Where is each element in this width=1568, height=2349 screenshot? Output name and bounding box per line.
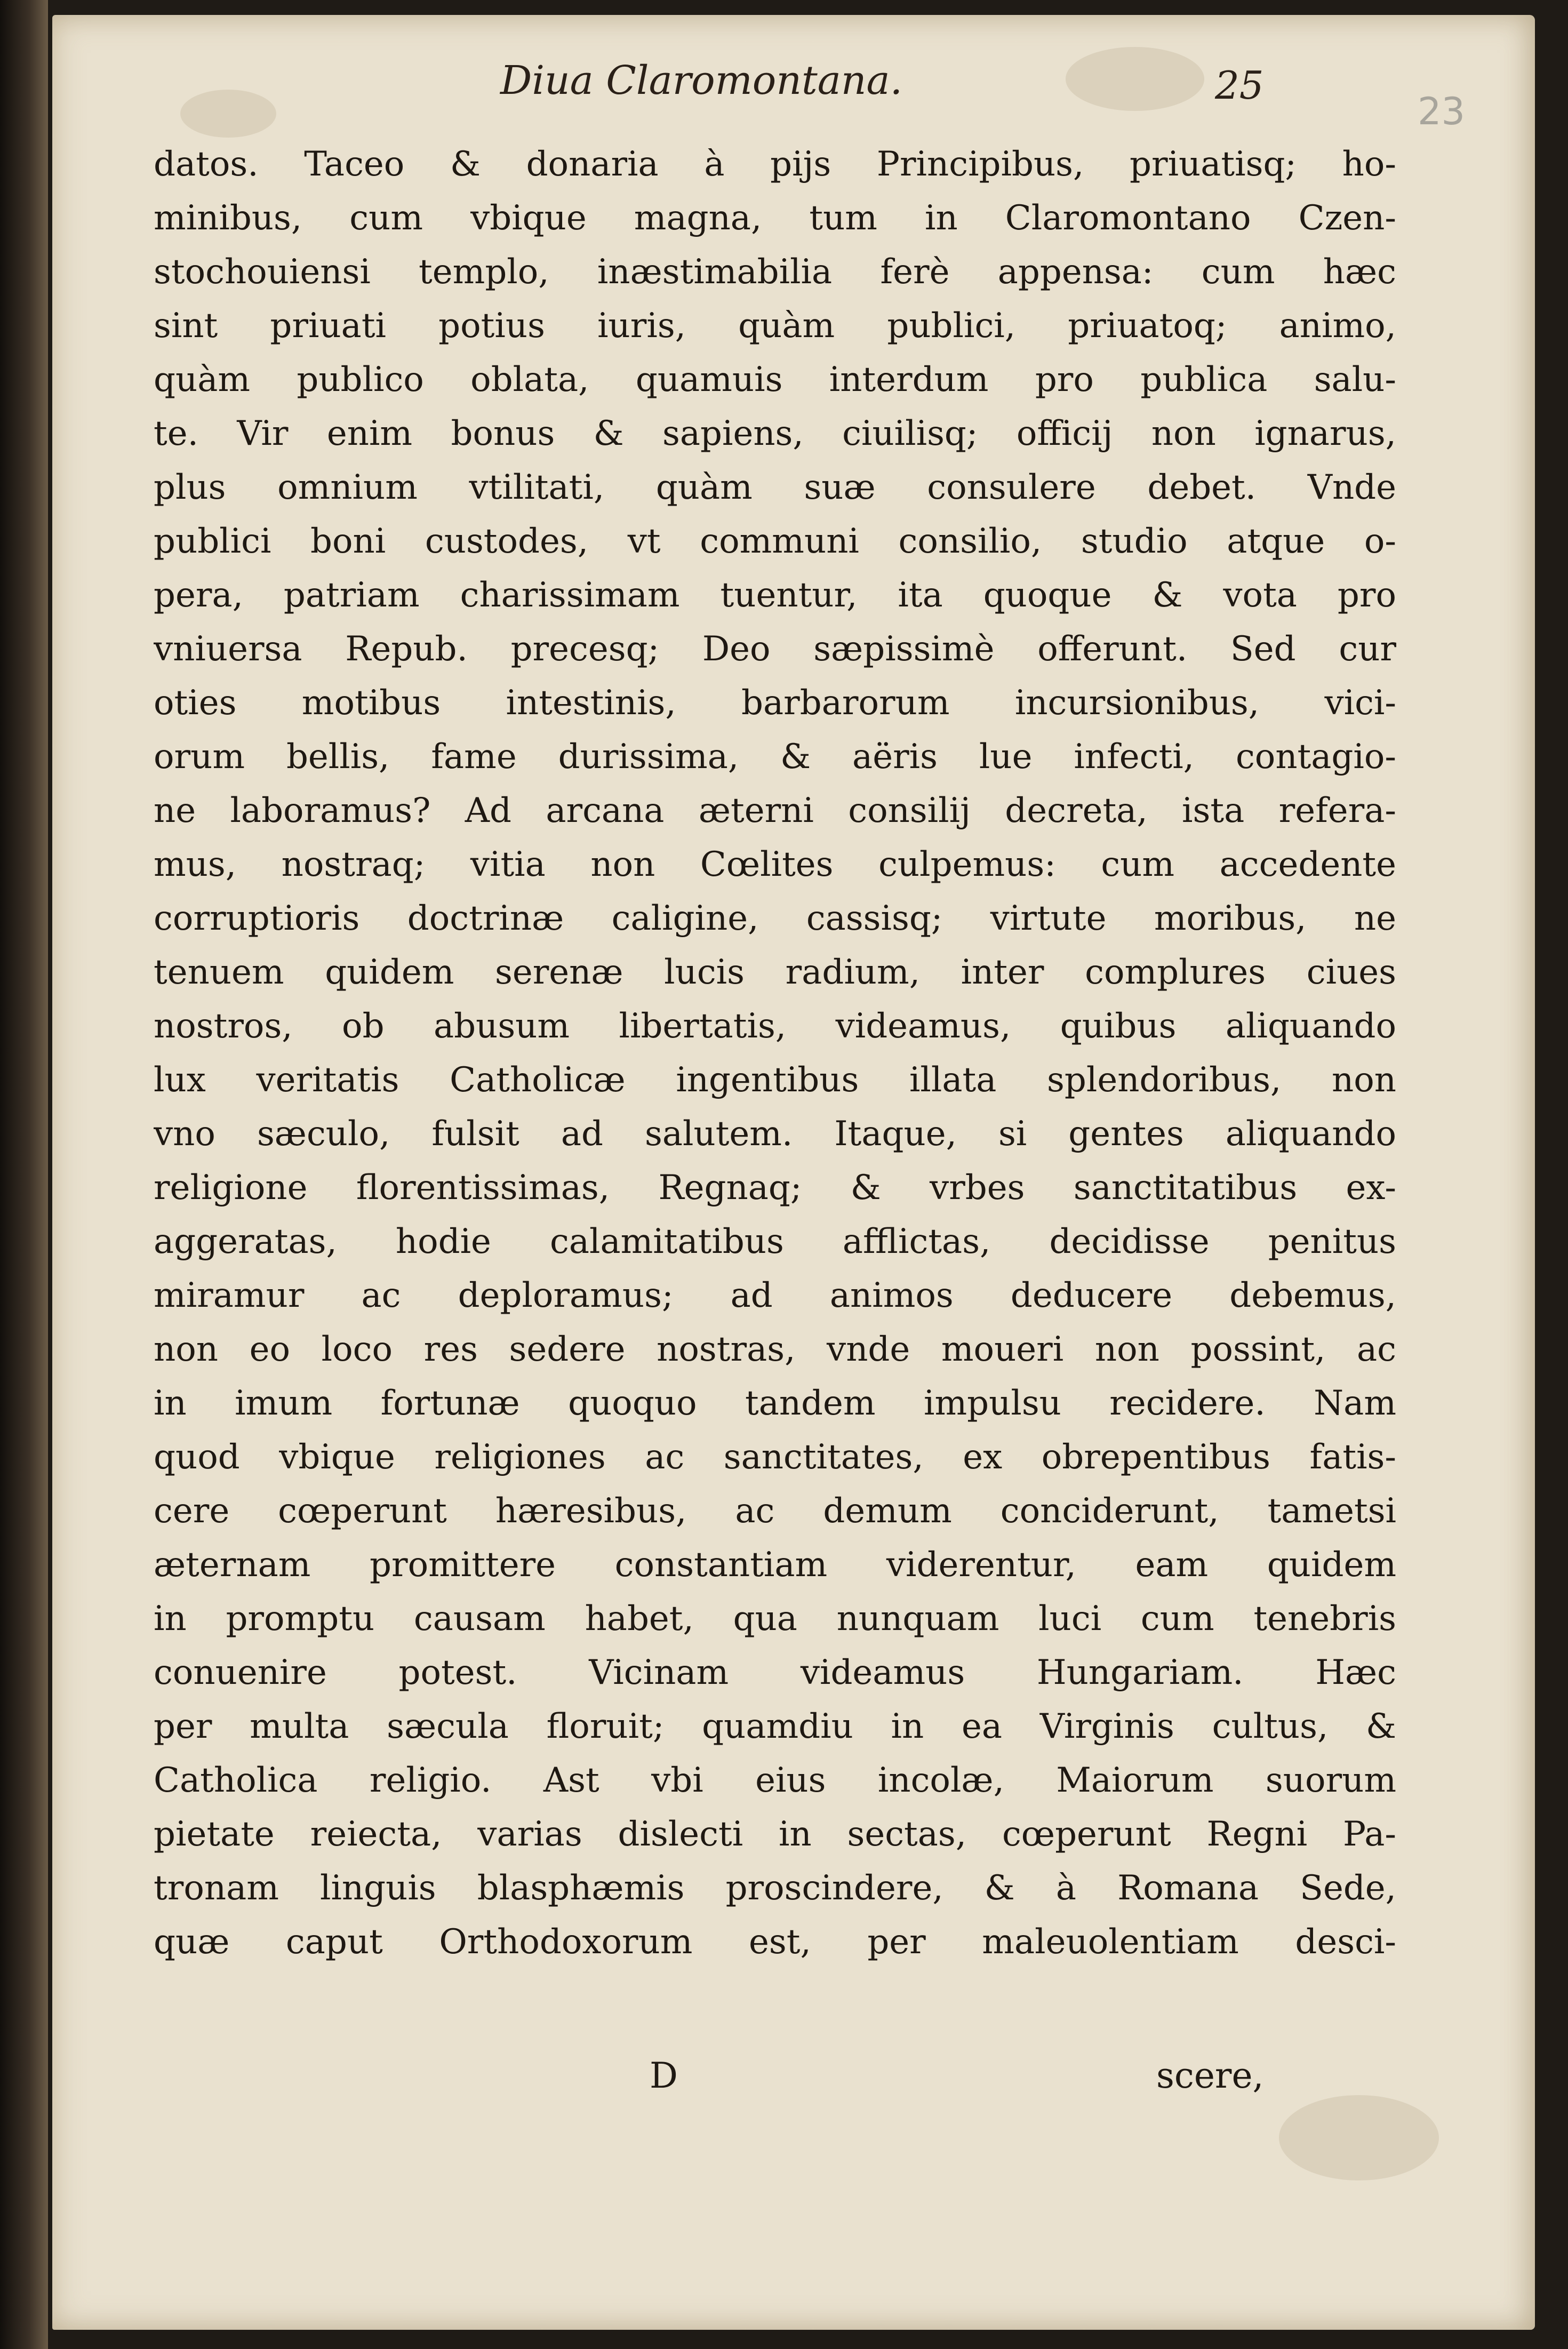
- body-text: [154, 138, 1396, 1969]
- catchword: scere,: [1156, 2055, 1264, 2096]
- book-gutter: [0, 0, 48, 2349]
- text-line: publici boni custodes, vt communi consilio, studio atque o-: [154, 522, 1396, 561]
- text-line: quæ caput Orthodoxorum est, per maleuolentiam desci-: [154, 1922, 1396, 1962]
- text-line: Catholica religio. Ast vbi eius incolæ, Maiorum suorum: [154, 1761, 1396, 1800]
- text-line: miramur ac deploramus; ad animos deducere debemus,: [154, 1276, 1396, 1315]
- text-line: vniuersa Repub. precesq; Deo sæpissimè offerunt. Sed cur: [154, 629, 1396, 669]
- text-line: mus, nostraq; vitia non Cœlites culpemus: cum accedente: [154, 845, 1396, 884]
- text-line: orum bellis, fame durissima, & aëris lue infecti, contagio-: [154, 737, 1396, 777]
- text-line: tronam linguis blasphæmis proscindere, & à Romana Sede,: [154, 1868, 1396, 1908]
- text-line: te. Vir enim bonus & sapiens, ciuilisq; officij non ignarus,: [154, 414, 1396, 453]
- text-line: corruptioris doctrinæ caligine, cassisq; virtute moribus, ne: [154, 899, 1396, 938]
- book-page: [52, 15, 1535, 2330]
- text-line: aggeratas, hodie calamitatibus afflictas, decidisse penitus: [154, 1222, 1396, 1261]
- text-line: cere cœperunt hæresibus, ac demum conciderunt, tametsi: [154, 1491, 1396, 1531]
- text-line: æternam promittere constantiam viderentur, eam quidem: [154, 1545, 1396, 1585]
- text-line: stochouiensi templo, inæstimabilia ferè appensa: cum hæc: [154, 252, 1396, 292]
- text-line: pera, patriam charissimam tuentur, ita quoque & vota pro: [154, 576, 1396, 615]
- text-line: plus omnium vtilitati, quàm suæ consulere debet. Vnde: [154, 468, 1396, 507]
- text-line: ne laboramus? Ad arcana æterni consilij decreta, ista refera-: [154, 791, 1396, 830]
- handwritten-folio-number: 23: [1418, 90, 1466, 133]
- signature-mark: D: [650, 2055, 678, 2096]
- text-line: vno sæculo, fulsit ad salutem. Itaque, si gentes aliquando: [154, 1114, 1396, 1154]
- page-number: 25: [1215, 63, 1264, 108]
- text-line: non eo loco res sedere nostras, vnde moueri non possint, ac: [154, 1330, 1396, 1369]
- text-line: conuenire potest. Vicinam videamus Hungariam. Hæc: [154, 1653, 1396, 1692]
- text-line: lux veritatis Catholicæ ingentibus illata splendoribus, non: [154, 1060, 1396, 1100]
- running-title: Diua Claromontana.: [500, 58, 903, 103]
- text-line: oties motibus intestinis, barbarorum incursionibus, vici-: [154, 683, 1396, 723]
- text-line: in imum fortunæ quoquo tandem impulsu recidere. Nam: [154, 1384, 1396, 1423]
- text-line: nostros, ob abusum libertatis, videamus, quibus aliquando: [154, 1006, 1396, 1046]
- text-line: tenuem quidem serenæ lucis radium, inter complures ciues: [154, 953, 1396, 992]
- page-header: [52, 58, 1535, 122]
- text-line: pietate reiecta, varias dislecti in sectas, cœperunt Regni Pa-: [154, 1815, 1396, 1854]
- text-line: quod vbique religiones ac sanctitates, ex obrepentibus fatis-: [154, 1437, 1396, 1477]
- text-line: in promptu causam habet, qua nunquam luci cum tenebris: [154, 1599, 1396, 1639]
- page-footer: [52, 2055, 1535, 2108]
- text-line: minibus, cum vbique magna, tum in Claromontano Czen-: [154, 198, 1396, 238]
- text-line: religione florentissimas, Regnaq; & vrbes sanctitatibus ex-: [154, 1168, 1396, 1208]
- text-line: datos. Taceo & donaria à pijs Principibus, priuatisq; ho-: [154, 145, 1396, 184]
- text-line: sint priuati potius iuris, quàm publici, priuatoq; animo,: [154, 306, 1396, 346]
- text-line: quàm publico oblata, quamuis interdum pro publica salu-: [154, 360, 1396, 400]
- text-line: per multa sæcula floruit; quamdiu in ea Virginis cultus, &: [154, 1707, 1396, 1746]
